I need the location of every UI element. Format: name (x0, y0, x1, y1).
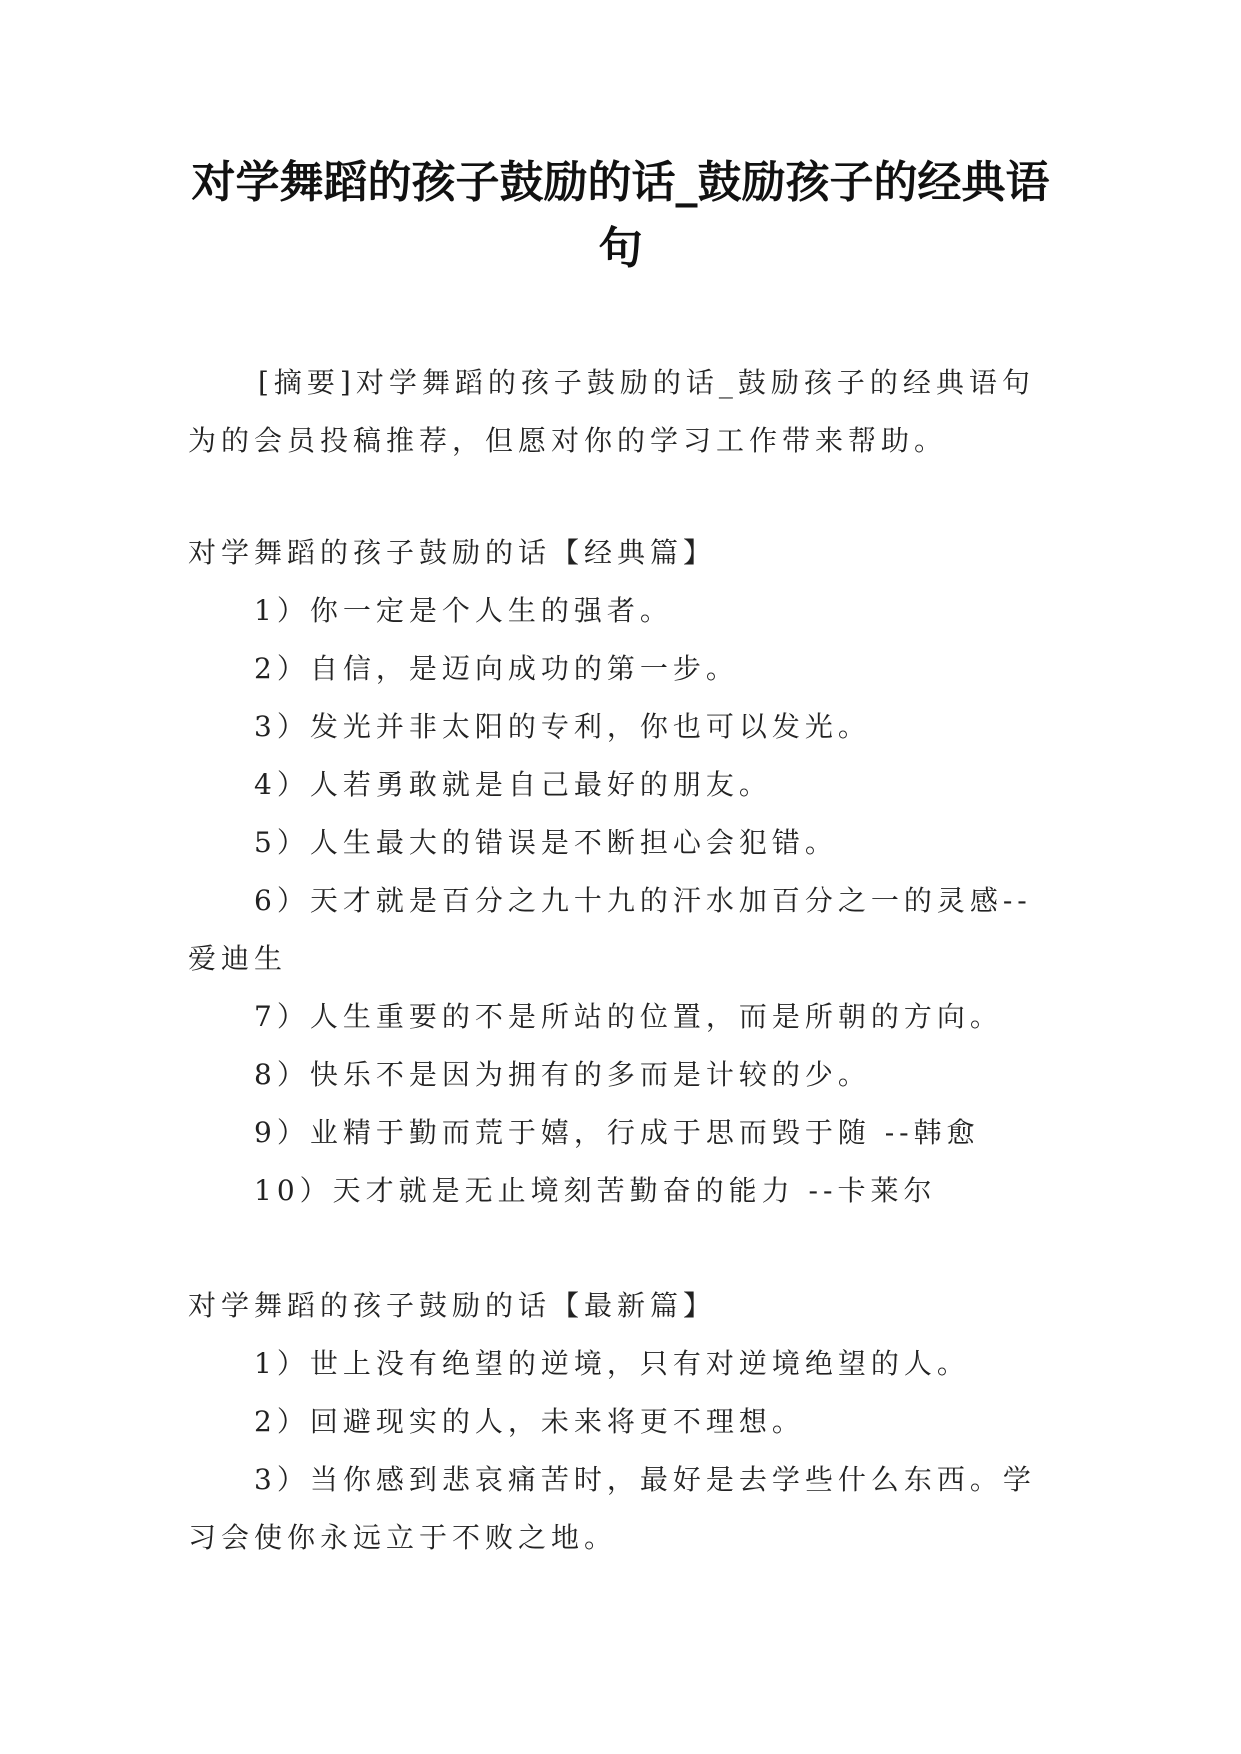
list-item: 6）天才就是百分之九十九的汗水加百分之一的灵感--爱迪生 (188, 884, 1032, 975)
list-item: 7）人生重要的不是所站的位置，而是所朝的方向。 (254, 1000, 1003, 1033)
list-item: 2）自信，是迈向成功的第一步。 (254, 652, 739, 685)
list-item: 2）回避现实的人，未来将更不理想。 (254, 1405, 805, 1438)
list-item: 1）世上没有绝望的逆境，只有对逆境绝望的人。 (254, 1347, 970, 1380)
document-title: 对学舞蹈的孩子鼓励的话_鼓励孩子的经典语句 (191, 157, 1050, 274)
list-item: 10）天才就是无止境刻苦勤奋的能力 --卡莱尔 (254, 1174, 937, 1207)
section-heading: 对学舞蹈的孩子鼓励的话【最新篇】 (188, 1289, 717, 1322)
list-item: 4）人若勇敢就是自己最好的朋友。 (254, 768, 772, 801)
document-abstract: [摘要]对学舞蹈的孩子鼓励的话_鼓励孩子的经典语句为的会员投稿推荐，但愿对你的学习工作带来帮助。 (188, 366, 1035, 457)
list-item: 5）人生最大的错误是不断担心会犯错。 (254, 826, 838, 859)
section-latest (188, 1277, 1048, 1567)
list-item: 8）快乐不是因为拥有的多而是计较的少。 (254, 1058, 871, 1091)
section-heading: 对学舞蹈的孩子鼓励的话【经典篇】 (188, 536, 717, 569)
list-item: 3）发光并非太阳的专利，你也可以发光。 (254, 710, 871, 743)
list-item: 3）当你感到悲哀痛苦时，最好是去学些什么东西。学习会使你永远立于不败之地。 (188, 1463, 1036, 1554)
list-item: 9）业精于勤而荒于嬉，行成于思而毁于随 --韩愈 (254, 1116, 980, 1149)
list-item: 1）你一定是个人生的强者。 (254, 594, 673, 627)
section-classic (188, 524, 1048, 1220)
